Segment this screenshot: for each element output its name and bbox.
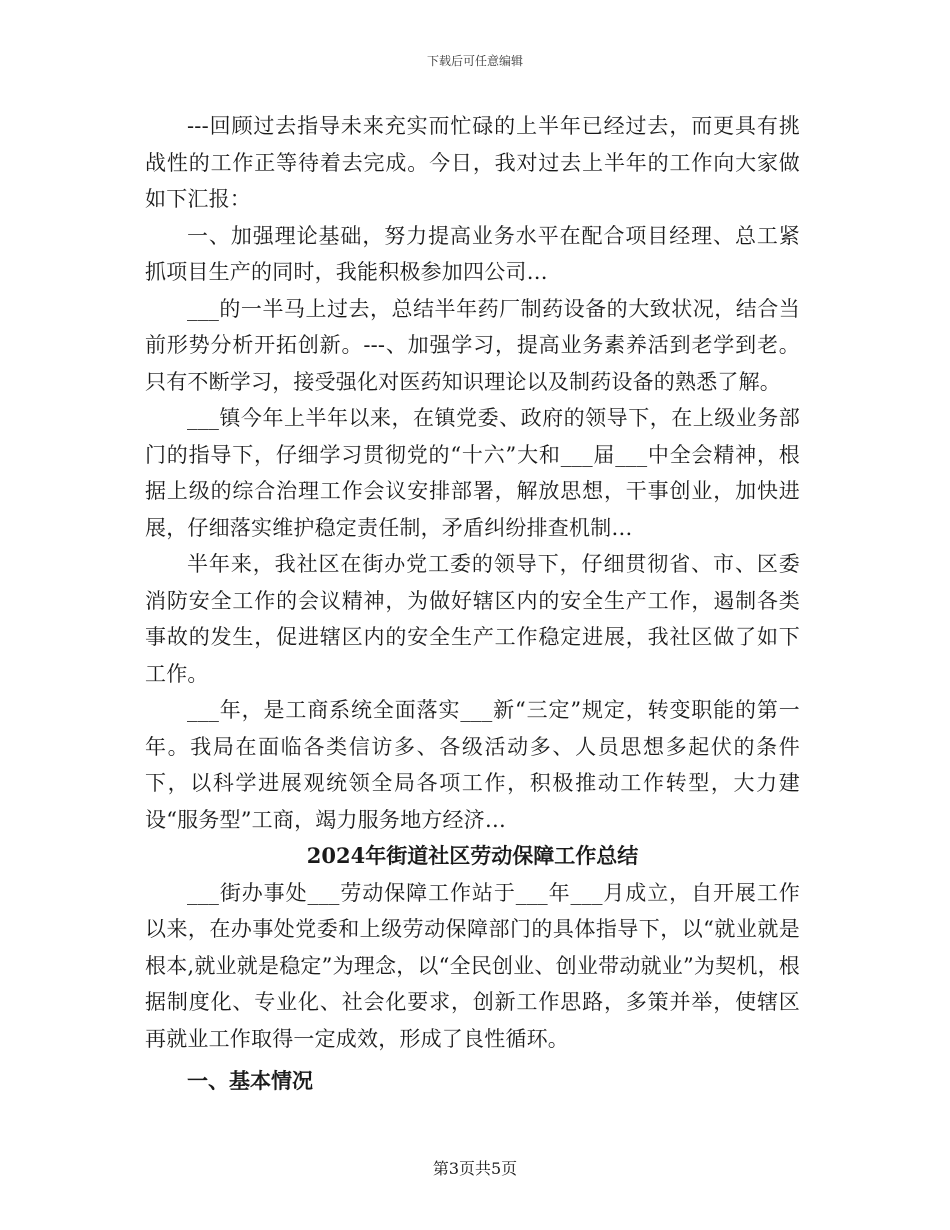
document-body [145,108,800,1100]
paragraph-theory: 一、加强理论基础，努力提高业务水平在配合项目经理、总工紧抓项目生产的同时，我能积极参加四公司… [145,223,800,284]
paragraph-community-safety: 半年来，我社区在街办党工委的领导下，仔细贯彻省、市、区委消防安全工作的会议精神，为做好辖区内的安全生产工作，遏制各类事故的发生，促进辖区内的安全生产工作稳定进展，我社区做了如下工作。 [145,552,800,686]
page-indicator: 第3页共5页 [432,1159,518,1178]
paragraph-pharma: ___的一半马上过去，总结半年药厂制药设备的大致状况，结合当前形势分析开拓创新。---、加强学习，提高业务素养活到老学到老。只有不断学习，接受强化对医药知识理论以及制药设备的熟悉了解。 [145,296,800,394]
paragraph-intro: ___街办事处___劳动保障工作站于___年___月成立，自开展工作以来，在办事处党委和上级劳动保障部门的具体指导下，以“就业就是根本,就业就是稳定”为理念，以“全民创业、创业带动就业”为契机，根据制度化、专业化、社会化要求，创新工作思路，多策并举，使辖区再就业工作取得一定成效，形成了良性循环。 [145,880,800,1051]
header-note: 下载后可任意编辑 [426,54,523,68]
section-heading: 一、基本情况 [187,1068,313,1093]
paragraph-review: ---回顾过去指导未来充实而忙碌的上半年已经过去，而更具有挑战性的工作正等待着去完成。今日，我对过去上半年的工作向大家做如下汇报： [145,114,800,211]
paragraph-town: ___镇今年上半年以来，在镇党委、政府的领导下，在上级业务部门的指导下，仔细学习贯彻党的“十六”大和___届___中全会精神，根据上级的综合治理工作会议安排部署，解放思想，干事创业，加快进展，仔细落实维护稳定责任制，矛盾纠纷排查机制… [145,406,800,540]
paragraph-commerce: ___年，是工商系统全面落实___新“三定”规定，转变职能的第一年。我局在面临各类信访多、各级活动多、人员思想多起伏的条件下，以科学进展观统领全局各项工作，积极推动工作转型，大力建设“服务型”工商，竭力服务地方经济… [145,698,800,832]
document-title: 2024年街道社区劳动保障工作总结 [306,843,639,868]
